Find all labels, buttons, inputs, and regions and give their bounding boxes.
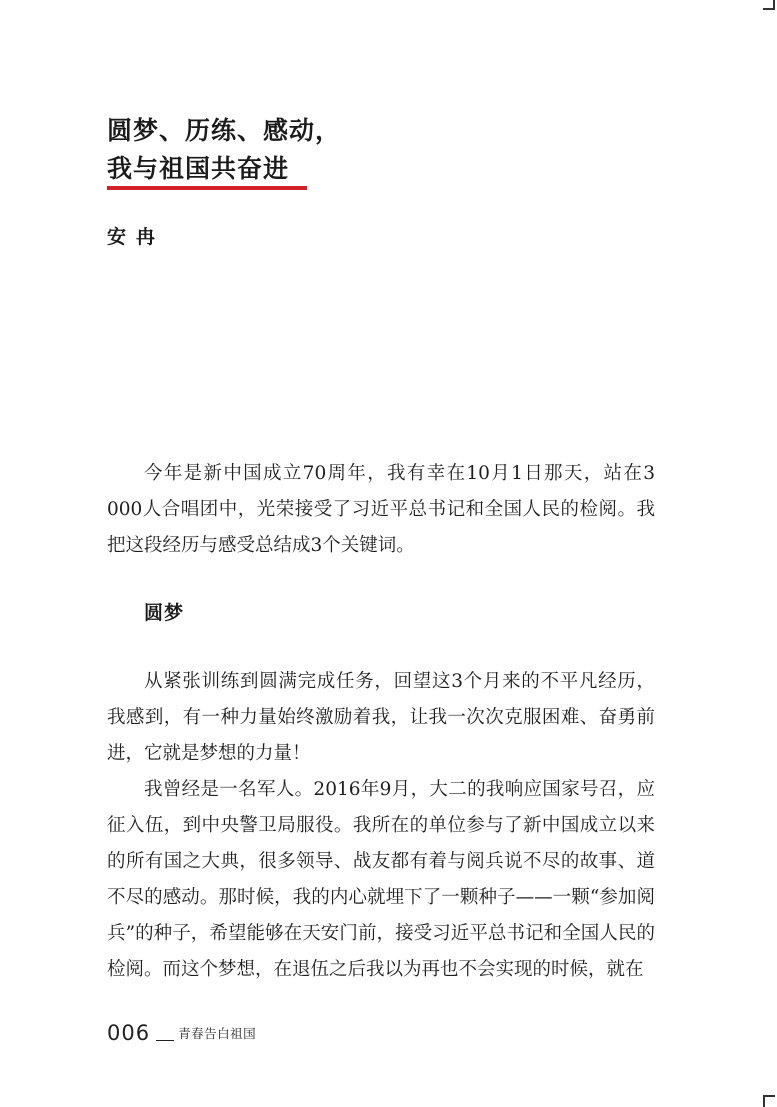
section-heading: 圆梦 [144, 602, 185, 624]
body-paragraph-2: 我曾经是一名军人。2016年9月，大二的我响应国家号召，应征入伍，到中央警卫局服役。我所在的单位参与了新中国成立以来的所有国之大典，很多领导、战友都有着与阅兵说不尽的故事、道不尽的感动。那时候，我的内心就埋下了一颗种子——一颗“参加阅兵”的种子，希望能够在天安门前，接受习近平总书记和全国人民的检阅。而这个梦想，在退伍之后我以为再也不会实现的时候，就在 [107, 779, 655, 980]
crop-mark-bottom-right [763, 1095, 775, 1107]
crop-mark-top-right [763, 0, 775, 10]
running-book-title: 青春告白祖国 [178, 1026, 257, 1041]
intro-paragraph: 今年是新中国成立70周年，我有幸在10月1日那天，站在3 000人合唱团中，光荣接受了习近平总书记和全国人民的检阅。我把这段经历与感受总结成3个关键词。 [107, 463, 655, 556]
article-title-line-2: 我与祖国共奋进 [107, 154, 290, 183]
section-body [107, 664, 655, 988]
body-paragraph-1: 从紧张训练到圆满完成任务，回望这3个月来的不平凡经历，我感到，有一种力量始终激励着我，让我一次次克服困难、奋勇前进，它就是梦想的力量！ [107, 671, 655, 764]
page-footer [107, 1019, 256, 1045]
article-title-line-1: 圆梦、历练、感动， [107, 116, 342, 145]
footer-rule [156, 1040, 174, 1041]
intro-block [107, 456, 655, 564]
title-underline-rule [107, 186, 307, 190]
article-title [107, 112, 341, 188]
page-number: 006 [107, 1021, 151, 1045]
author-name: 安冉 [107, 226, 166, 248]
